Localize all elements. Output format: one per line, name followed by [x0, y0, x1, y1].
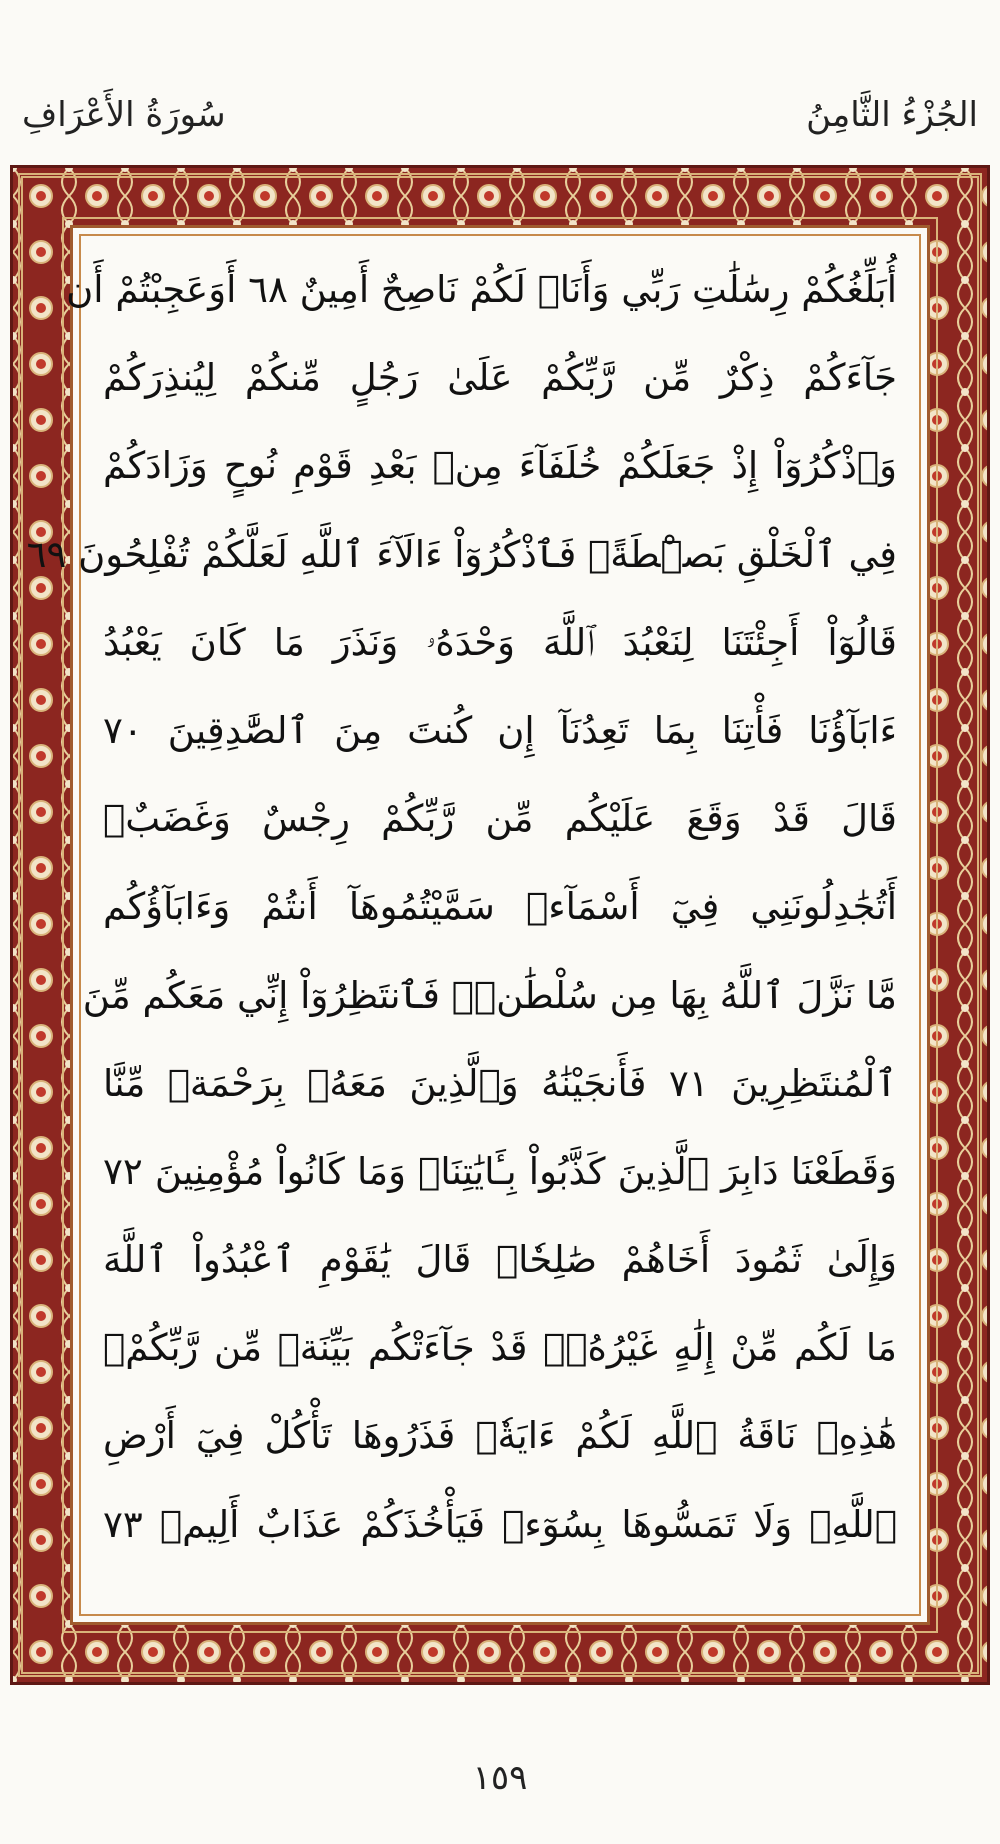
surah-name: سُورَةُ الأَعْرَافِ [22, 95, 226, 135]
text-area [26, 225, 930, 1625]
text-line: ٱلْمُنتَظِرِينَ ٧١ فَأَنجَيْنَٰهُ وَٱلَّذِينَ مَعَهُۥ بِرَحْمَةٖ مِّنَّا [103, 1061, 897, 1105]
juz-name: الجُزْءُ الثَّامِنُ [806, 95, 978, 135]
text-line: وَقَطَعْنَا دَابِرَ ٱلَّذِينَ كَذَّبُواْ بِـَٔايَٰتِنَاۖ وَمَا كَانُواْ مُؤْمِنِينَ ٧٢ [103, 1149, 897, 1193]
text-line: قَالَ قَدْ وَقَعَ عَلَيْكُم مِّن رَّبِّكُمْ رِجْسٌ وَغَضَبٌۖ [103, 797, 897, 841]
ornamental-frame [10, 165, 990, 1685]
text-line: ءَابَآؤُنَا فَأْتِنَا بِمَا تَعِدُنَآ إِن كُنتَ مِنَ ٱلصَّٰدِقِينَ ٧٠ [103, 708, 897, 752]
page-number: ١٥٩ [472, 1758, 528, 1798]
text-line: وَإِلَىٰ ثَمُودَ أَخَاهُمْ صَٰلِحٗاۚ قَالَ يَٰقَوْمِ ٱعْبُدُواْ ٱللَّهَ [103, 1238, 897, 1282]
text-line: أُبَلِّغُكُمْ رِسَٰلَٰتِ رَبِّي وَأَنَا۠ لَكُمْ نَاصِحٌ أَمِينٌ ٦٨ أَوَعَجِبْتُمْ أَن [66, 268, 897, 311]
text-line: جَآءَكُمْ ذِكْرٌ مِّن رَّبِّكُمْ عَلَىٰ رَجُلٍ مِّنكُمْ لِيُنذِرَكُمْ [103, 356, 897, 400]
text-line: قَالُوٓاْ أَجِئْتَنَا لِنَعْبُدَ ٱللَّهَ وَحْدَهُۥ وَنَذَرَ مَا كَانَ يَعْبُدُ [103, 620, 897, 664]
text-line: هَٰذِهِۦ نَاقَةُ ٱللَّهِ لَكُمْ ءَايَةٗۖ فَذَرُوهَا تَأْكُلْ فِيٓ أَرْضِ [103, 1414, 897, 1458]
text-line: فِي ٱلْخَلْقِ بَصْۜطَةًۖ فَٱذْكُرُوٓاْ ءَالَآءَ ٱللَّهِ لَعَلَّكُمْ تُفْلِحُونَ ٦٩ [26, 532, 897, 576]
text-line: أَتُجَٰدِلُونَنِي فِيٓ أَسْمَآءٖ سَمَّيْتُمُوهَآ أَنتُمْ وَءَابَآؤُكُم [103, 885, 897, 929]
text-line: مَا لَكُم مِّنْ إِلَٰهٍ غَيْرُهُۥۖ قَدْ جَآءَتْكُم بَيِّنَةٞ مِّن رَّبِّكُمْۖ [103, 1326, 897, 1370]
verse-lines [26, 246, 897, 1604]
text-line: مَّا نَزَّلَ ٱللَّهُ بِهَا مِن سُلْطَٰنٖۚ فَٱنتَظِرُوٓاْ إِنِّي مَعَكُم مِّنَ [82, 973, 897, 1017]
text-line: ٱللَّهِۖ وَلَا تَمَسُّوهَا بِسُوٓءٖ فَيَأْخُذَكُمْ عَذَابٌ أَلِيمٞ ٧٣ [103, 1502, 897, 1546]
text-line: وَٱذْكُرُوٓاْ إِذْ جَعَلَكُمْ خُلَفَآءَ مِنۢ بَعْدِ قَوْمِ نُوحٍ وَزَادَكُمْ [103, 444, 897, 488]
page-header [22, 95, 978, 155]
